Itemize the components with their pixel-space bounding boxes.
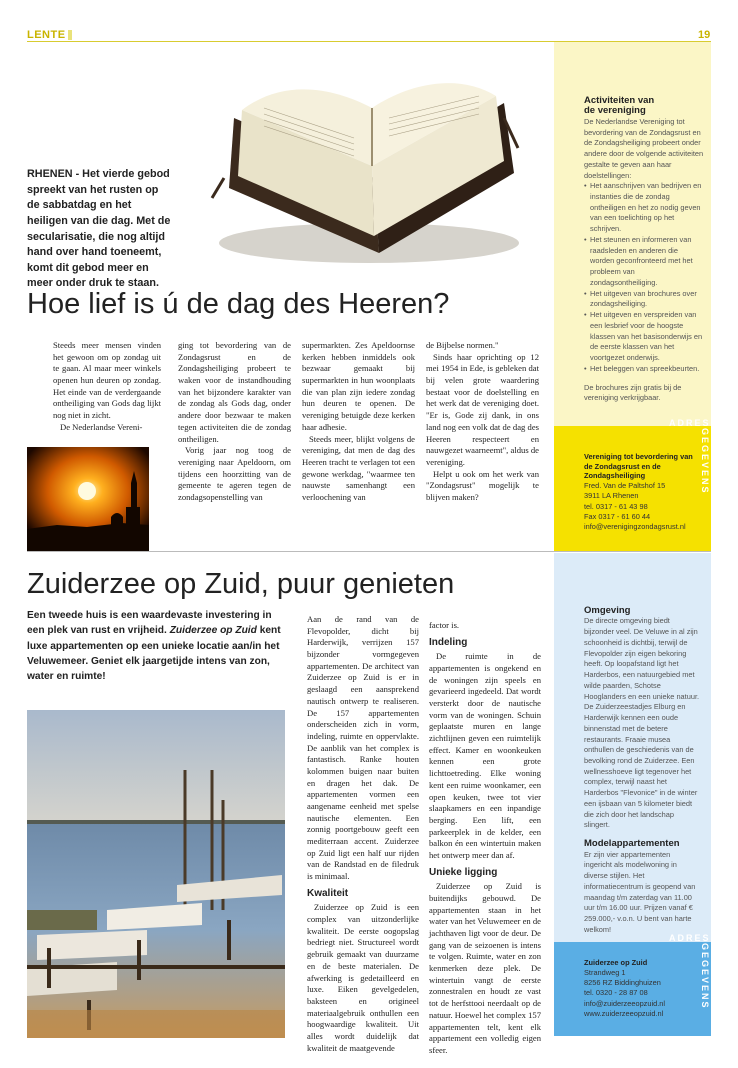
- page-number: 19: [698, 29, 711, 41]
- address-name: Vereniging tot bevordering van de Zondagsrust en de Zondagsheiliging: [584, 452, 693, 481]
- modelappartementen-text: Er zijn vier appartementen ingericht als modelwoning in diverse stijlen. Het informatiecentrum is geopend van maandag t/m zaterdag van 11.00 uur t/m 16.00 uur. Prijzen vanaf € 259.000,- v.o.n. U bent van harte welkom!: [584, 849, 696, 934]
- activities-list: [584, 181, 704, 374]
- list-item: • Het uitgeven van brochures over zondagsheiliging.: [584, 289, 704, 310]
- address-phone: tel. 0317 - 61 43 98: [584, 501, 648, 511]
- article2-column-2: [429, 620, 541, 1057]
- sidebar-activities-title: Activiteiten van de vereniging: [584, 95, 655, 117]
- section-label: LENTE: [27, 29, 72, 41]
- address-zuiderzee: [584, 958, 694, 1019]
- gegevens-label: GEGEVENS: [700, 943, 710, 1010]
- omgeving-text: De directe omgeving biedt bijzonder veel. De Veluwe in al zijn schoonheid is dichtbij, terwijl de Flevopolder zijn eigen bekoring heeft. Op loopafstand ligt het Harderbos, een natuurgebied met wilde paarden, Schotse Hooglanders en een unieke natuur. De Zuiderzeestadjes Elburg en Harderwijk kennen een oude binnenstad met de betere restaurants. Fraaie musea onthullen de geschiedenis van de bevolking rond de Zuiderzee. Een wellnesshoeve ligt tegenover het complex, terwijl naast het Harderbos "Flevonice" in de winter een ijsbaan van 5 kilometer biedt die zich door het landschap slingert.: [584, 616, 700, 830]
- address-city: 8256 RZ Biddinghuizen: [584, 977, 661, 987]
- article1-intro: RHENEN - Het vierde gebod spreekt van het rusten op de sabbatdag en het heiligen van die dag. Met de secularisatie, die nog altijd hand over hand toeneemt, komt dit gebod meer en meer onder druk te staan.: [27, 168, 171, 290]
- paragraph: Helpt u ook om het werk van "Zondagsrust" mogelijk te blijven maken?: [426, 468, 539, 502]
- address-street: Strandweg 1: [584, 967, 626, 977]
- article2-title: Zuiderzee op Zuid, puur genieten: [27, 568, 455, 600]
- paragraph: Steeds meer, blijkt volgens de vereniging, dat men de dag des Heeren tracht te verlagen tot een gewone werkdag, "waarmee ten nauwste samenhangt een verloochening van: [302, 433, 415, 502]
- article1-column-3: [302, 340, 415, 504]
- sidebar-activities-intro: De Nederlandse Vereniging tot bevordering van de Zondagsrust en de Zondagsheiliging probeert onder andere door de volgende activiteiten gestalte te geven aan haar doelstellingen:: [584, 116, 704, 180]
- paragraph: De ruimte in de appartementen is ongekend en de woningen zijn speels en gevarieerd ingedeeld. Dat wordt versterkt door de nautische vorm van de woningen. Schuin geplaatste muren en lange zichtlijnen geven een ruimtelijk effect. Kamer en woonkeuken kennen een grote lichttoetreding. Elke woning kent een ruime woonkamer, een open keuken, twee tot vier slaapkamers en een inpandige berging. Een lift, een parkeerplek in de kelder, een balkon én een wintertuin maken het ontwerp meer dan af.: [429, 651, 541, 860]
- list-item: • Het beleggen van spreekbeurten.: [584, 364, 704, 375]
- harbor-photo: [27, 710, 285, 1038]
- subheading-indeling: Indeling: [429, 636, 468, 648]
- article-divider: [27, 551, 711, 552]
- paragraph: Zuiderzee op Zuid is een complex van uitzonderlijke kwaliteit. De eerste oogopslag bedriegt niet. Structureel wordt gebruik gemaakt van duurzame en de beste materialen. De afwerking is gedetailleerd en luxe. Eiken gevelgedelen, baksteen en origineel materiaalgebruik onthullen een hoogwaardige kwaliteit. Uit alles wordt duidelijk dat kwaliteit de maatgevende: [307, 902, 419, 1053]
- article1-title: Hoe lief is ú de dag des Heeren?: [27, 288, 450, 320]
- paragraph: Vorig jaar nog toog de vereniging naar Apeldoorn, om tijdens een hoorzitting van de gemeente te ageren tegen de zondagsopenstelling van: [178, 445, 291, 502]
- paragraph: supermarkten. Zes Apeldoornse kerken hebben inmiddels ook bezwaar gemaakt bij supermarkten in hun woonplaats die van plan zijn iedere zondag hun deuren te openen. De vereniging betuigde deze kerken haar adhesie.: [302, 340, 415, 432]
- article1-column-2: [178, 340, 291, 504]
- paragraph: Steeds meer mensen vinden het gewoon om op zondag uit te gaan. Al maar meer winkels openen hun deuren op zondag. Het einde van de verdergaande ontheiliging van Gods dag lijkt nog niet in zicht.: [53, 340, 161, 421]
- address-phone: tel. 0320 - 28 87 08: [584, 988, 648, 998]
- paragraph: Zuiderzee op Zuid is buitendijks gebouwd. De appartementen staan in het water van het Veluwemeer en de jachthaven ligt voor de deur. De gang van de seizoenen is intens te volgen. Ruimte, water en zon kenmerken deze plek. De wintertuin vangt de eerste zonnestralen en houdt ze vast tot de herfsttooi neerdaalt op de natuur. Hoewel het complex 157 appartementen telt, kent elk appartement een volledig eigen sfeer.: [429, 881, 541, 1055]
- omgeving-title: Omgeving: [584, 605, 631, 616]
- article1-column-1: [53, 340, 161, 434]
- subheading-unieke-ligging: Unieke ligging: [429, 866, 498, 878]
- sidebar-omgeving-content: [584, 606, 700, 935]
- address-street: Fred. Van de Paltshof 15: [584, 480, 666, 490]
- address-email[interactable]: info@verenigingzondagsrust.nl: [584, 522, 686, 532]
- paragraph: de Bijbelse normen.": [426, 340, 499, 350]
- article2-column-1: [307, 614, 419, 1054]
- adres-label: ADRES: [669, 418, 711, 428]
- sidebar-activities-footer: De brochures zijn gratis bij de vereniging verkrijgbaar.: [584, 382, 682, 403]
- address-name: Zuiderzee op Zuid: [584, 958, 648, 967]
- paragraph: De Nederlandse Vereni-: [60, 421, 143, 432]
- subheading-kwaliteit: Kwaliteit: [307, 887, 349, 899]
- list-item: • Het steunen en informeren van raadsleden en anderen die worden geconfronteerd met het probleem van zondagsontheiliging.: [584, 235, 704, 289]
- paragraph: ging tot bevordering van de Zondagsrust en de Zondagsheiliging probeert te waken voor de instandhouding van het bijzondere karakter van de zondag als Gods dag, onder andere door bezwaar te maken tegen activiteiten die de zondag ontheiligen.: [178, 340, 291, 444]
- gegevens-label: GEGEVENS: [700, 428, 710, 495]
- article2-intro: Een tweede huis is een waardevaste investering in een plek van rust en vrijheid. Zuiderzee op Zuid kent luxe appartementen op een unieke locatie aan/in het Veluwemeer. Geniet elk jaargetijde intens van zon, water en ruimte!: [27, 610, 281, 683]
- article1-column-4: [426, 340, 539, 504]
- list-item: • Het uitgeven en verspreiden van een lesbrief voor de hoogste klassen van het basisonderwijs en de eerste klassen van het voortgezet onderwijs.: [584, 310, 704, 364]
- address-city: 3911 LA Rhenen: [584, 491, 639, 501]
- bible-photo: [204, 48, 522, 270]
- adres-label: ADRES: [669, 933, 711, 943]
- brand-name: Zuiderzee op Zuid: [169, 625, 257, 637]
- address-website[interactable]: www.zuiderzeeopzuid.nl: [584, 1009, 664, 1019]
- address-fax: Fax 0317 - 61 60 44: [584, 511, 651, 521]
- paragraph: Sinds haar oprichting op 12 mei 1954 in Ede, is gebleken dat bij velen grote waardering bestaat voor de doelstelling en het werk dat de vereniging doet. "Er is, Gode zij dank, in ons land nog een volk dat de dag des Heeren respecteert en nauwgezet waarneemt", aldus de vereniging.: [426, 351, 539, 467]
- paragraph: factor is.: [429, 620, 460, 630]
- address-vereniging: [584, 452, 694, 533]
- paragraph: Aan de rand van de Flevopolder, dicht bij Harderwijk, verrijzen 157 bijzonder vormgegeven appartementen. De architect van Zuiderzee op Zuid is er in geslaagd een aansprekend nautisch ontwerp te realiseren. De 157 appartementen onderscheiden zich in vorm, indeling, ruimte en oppervlakte. De aanblik van het complex is fantastisch. Ranke houten kolommen buigen naar buiten en dragen het dak. De appartementen vormen een aangename eenheid met spelse nautische elementen. Een zonnig poortgebouw geeft een mediterraan accent. Zuiderzee op Zuid ligt een half uur rijden van de Randstad en de filedruk is minimaal.: [307, 614, 419, 882]
- modelappartementen-title: Modelappartementen: [584, 838, 680, 850]
- address-email[interactable]: info@zuiderzeeopzuid.nl: [584, 998, 666, 1008]
- sidebar-activities-content: [584, 96, 704, 404]
- list-item: • Het aanschrijven van bedrijven en instanties die de zondag ontheiligen en het zo nodig geven van een toelichting op het schrijven.: [584, 181, 704, 235]
- sunset-photo: [27, 447, 149, 551]
